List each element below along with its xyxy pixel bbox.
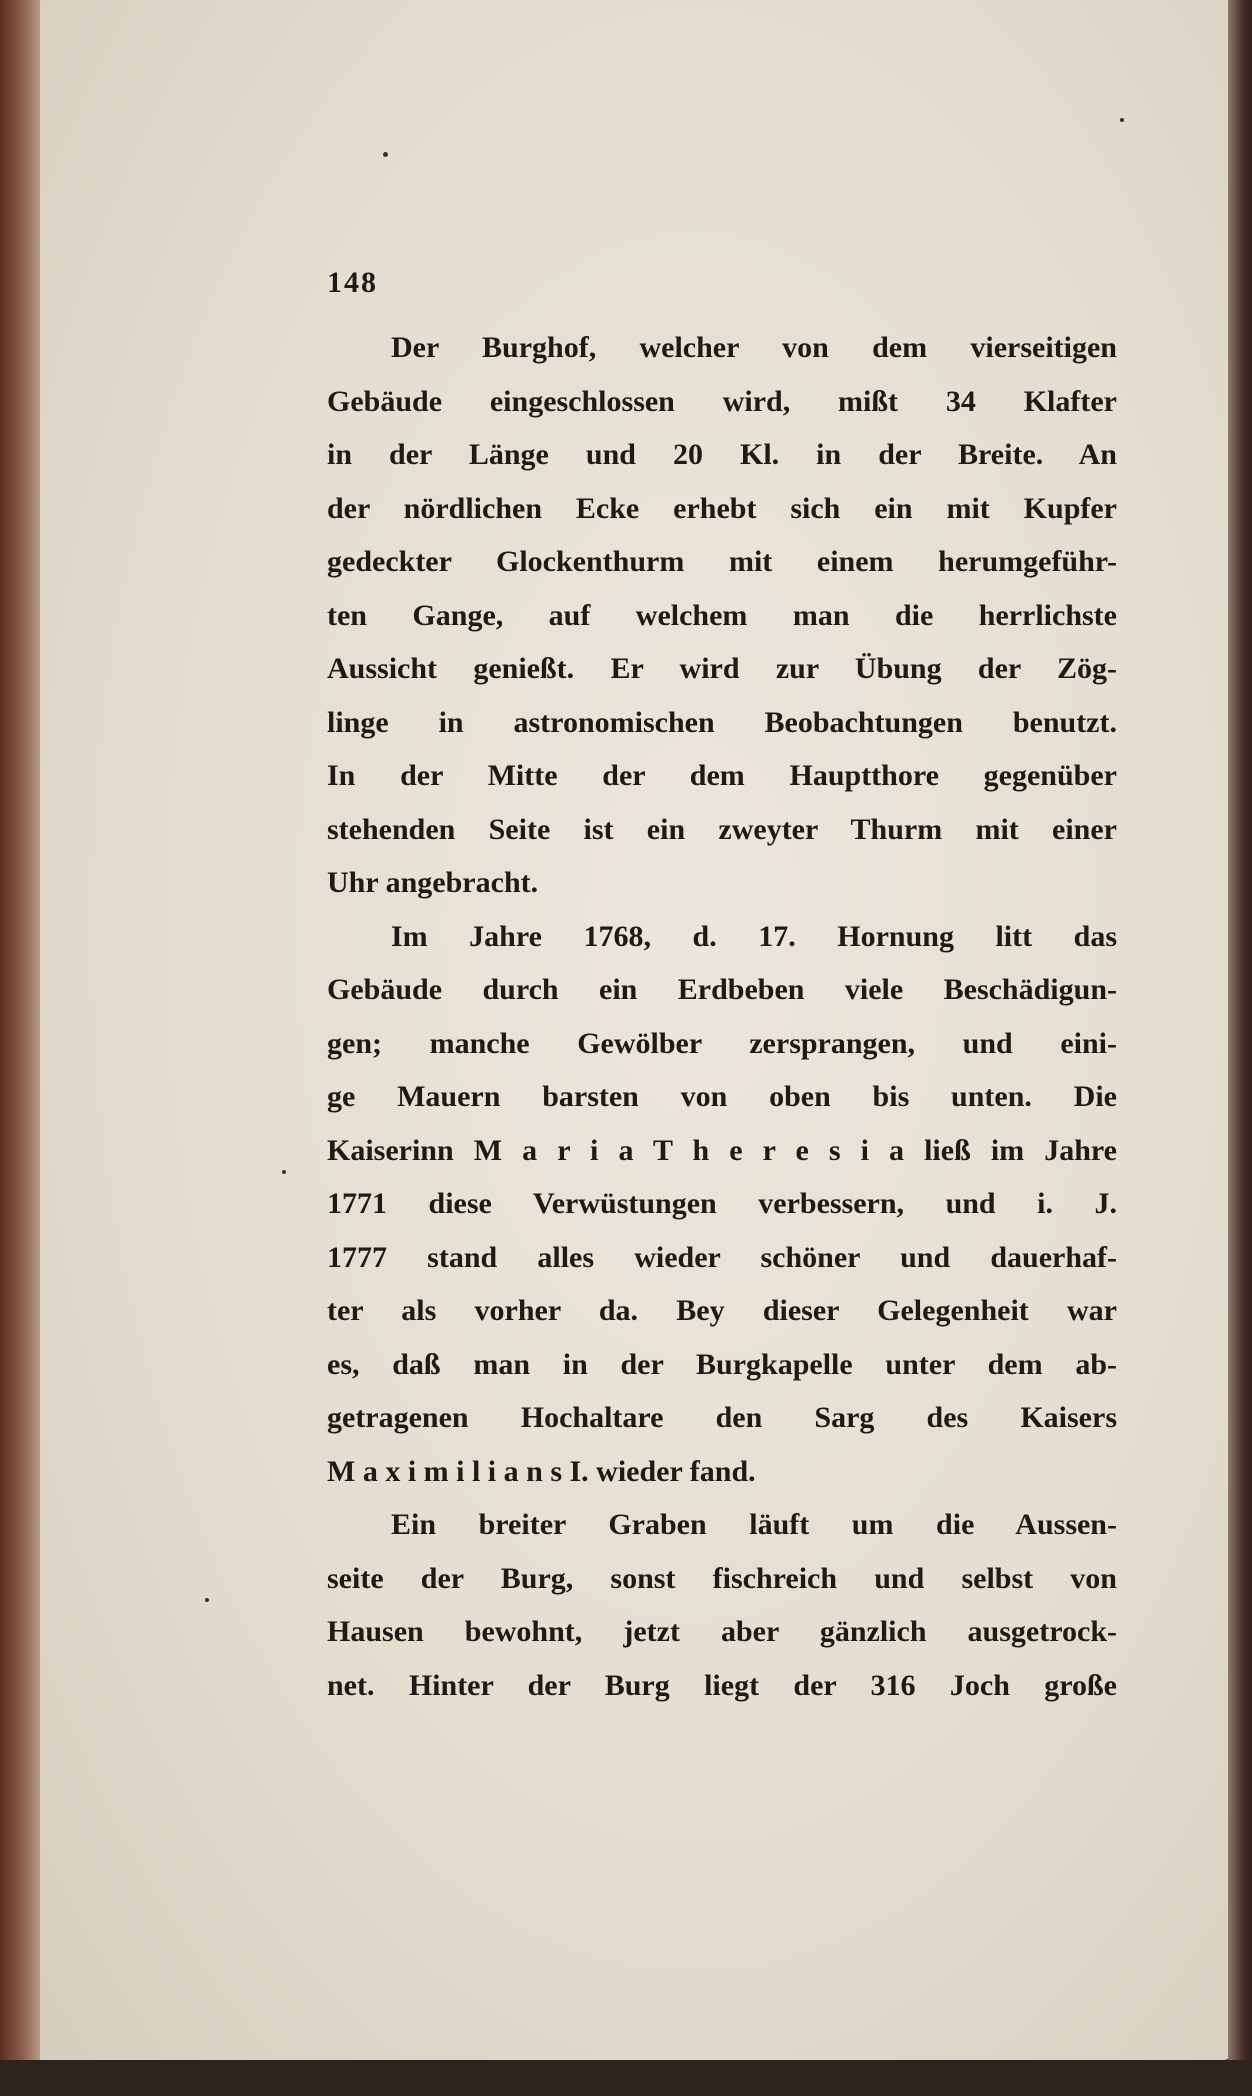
text-line: linge in astronomischen Beobachtungen benutzt. bbox=[327, 705, 1117, 739]
text-line: 1777 stand alles wieder schöner und dauerhaf- bbox=[327, 1240, 1117, 1274]
ink-speck bbox=[205, 1598, 209, 1602]
ink-speck bbox=[383, 152, 388, 157]
text-line: Kaiserinn M a r i a T h e r e s i a ließ im Jahre bbox=[327, 1133, 1117, 1167]
text-line: Ein breiter Graben läuft um die Aussen- bbox=[391, 1508, 1117, 1541]
ink-speck bbox=[282, 1170, 286, 1174]
text-line: Uhr angebracht. bbox=[327, 866, 539, 899]
page-number: 148 bbox=[327, 266, 378, 299]
text-line: Der Burghof, welcher von dem vierseitigen bbox=[391, 331, 1117, 364]
text-line: Hausen bewohnt, jetzt aber gänzlich ausgetrock- bbox=[327, 1615, 1117, 1648]
text-line: Im Jahre 1768, d. 17. Hornung litt das bbox=[391, 919, 1117, 953]
text-line: der nördlichen Ecke erhebt sich ein mit Kupfer bbox=[327, 491, 1117, 525]
text-line: ter als vorher da. Bey dieser Gelegenheit war bbox=[327, 1294, 1117, 1327]
text-line: getragenen Hochaltare den Sarg des Kaisers bbox=[327, 1401, 1117, 1434]
text-line: net. Hinter der Burg liegt der 316 Joch große bbox=[327, 1668, 1117, 1702]
text-line: M a x i m i l i a n s I. wieder fand. bbox=[327, 1454, 756, 1488]
ink-speck bbox=[1120, 118, 1124, 122]
text-line: Gebäude eingeschlossen wird, mißt 34 Klafter bbox=[327, 384, 1117, 418]
text-line: ge Mauern barsten von oben bis unten. Die bbox=[327, 1080, 1117, 1113]
body-text bbox=[327, 321, 1117, 1712]
text-line: Aussicht genießt. Er wird zur Übung der Zög- bbox=[327, 652, 1117, 685]
text-line: gen; manche Gewölber zersprangen, und eini- bbox=[327, 1026, 1117, 1060]
text-line: Gebäude durch ein Erdbeben viele Beschädigun- bbox=[327, 973, 1117, 1006]
text-line: in der Länge und 20 Kl. in der Breite. An bbox=[327, 438, 1117, 471]
text-line: gedeckter Glockenthurm mit einem herumgeführ- bbox=[327, 545, 1117, 578]
background-bottom bbox=[0, 2060, 1252, 2096]
text-line: 1771 diese Verwüstungen verbessern, und i. J. bbox=[327, 1187, 1117, 1220]
text-line: es, daß man in der Burgkapelle unter dem ab- bbox=[327, 1347, 1117, 1381]
text-line: stehenden Seite ist ein zweyter Thurm mit einer bbox=[327, 812, 1117, 846]
page-edge bbox=[1228, 0, 1252, 2096]
text-line: seite der Burg, sonst fischreich und selbst von bbox=[327, 1561, 1117, 1595]
text-line: ten Gange, auf welchem man die herrlichste bbox=[327, 598, 1117, 632]
text-line: In der Mitte der dem Hauptthore gegenüber bbox=[327, 759, 1117, 792]
